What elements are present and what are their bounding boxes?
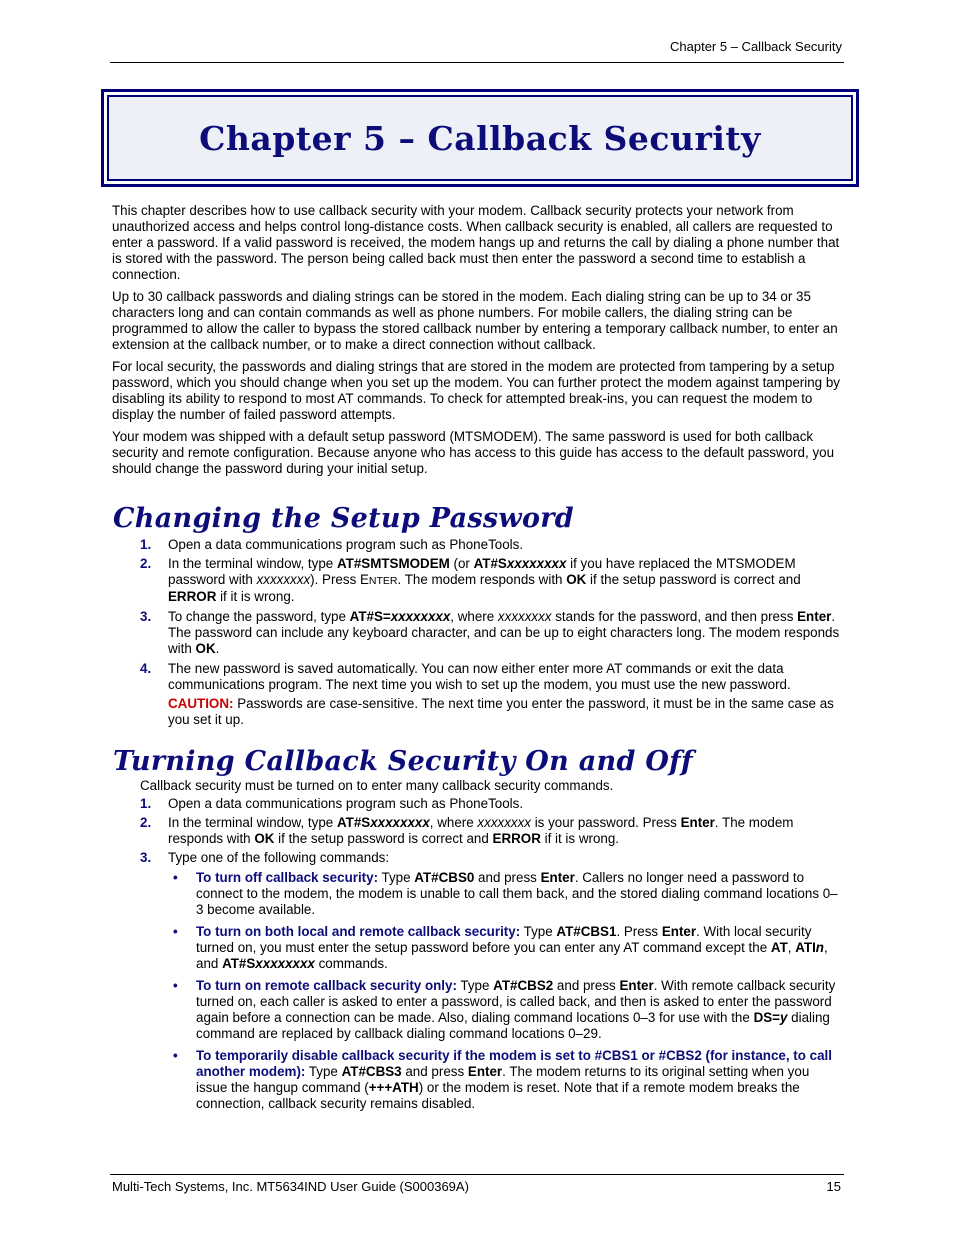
step [112,661,842,728]
caution-label: CAUTION: [168,696,234,711]
command-bullet-list [112,870,842,1112]
intro-paragraph-1: This chapter describes how to use callback security with your modem. Callback security protects your network from unauthorized access and helps control long-distance costs. When callback security is enabled, all callers are requested to enter a password. If a valid password is received, the modem hangs up and returns the call by dialing a phone number that is stored with the password. The person being called back must then enter the password a second time to establish a connection. [112,203,840,282]
bullet-icon: • [173,870,178,885]
step [112,850,842,866]
step-number: 3. [140,850,152,865]
running-head: Chapter 5 – Callback Security [670,39,842,54]
bullet-icon: • [173,978,178,993]
step-number: 3. [140,609,152,624]
step-text: Open a data communications program such as PhoneTools. [168,796,524,811]
callback-on-off-body [112,778,842,1118]
footer-rule [110,1174,844,1175]
step-number: 4. [140,661,152,676]
chapter-title: Chapter 5 – Callback Security [199,118,761,158]
caution-text: Passwords are case-sensitive. The next time you enter the password, it must be in the same case as you set it up. [168,696,834,727]
step [112,556,842,605]
step-text: In the terminal window, type AT#SMTSMODEM (or AT#Sxxxxxxxx if you have replaced the MTSMODEM password with xxxxxxxx). Press ENTER. The modem responds with OK if the setup password is correct and ERROR if it is wrong. [168,556,801,604]
page-number: 15 [826,1179,841,1194]
header-rule [110,62,844,63]
intro-paragraph-4: Your modem was shipped with a default setup password (MTSMODEM). The same password is used for both callback security and remote configuration. Because anyone who has access to this guide has access to the default password, you should change the password during your initial setup. [112,429,835,476]
caution-note [168,696,842,728]
intro-paragraph-3: For local security, the passwords and dialing strings that are stored in the modem are protected from tampering by a setup password, which you should change when you set up the modem. You can further protect the modem against tampering by disabling its ability to respond to most AT commands. To check for attempted break-ins, you can request the modem to display the number of failed password attempts. [112,359,840,422]
chapter-title-box [101,89,859,187]
intro-paragraph-2: Up to 30 callback passwords and dialing strings can be stored in the modem. Each dialing string can be up to 34 or 35 characters long and can contain commands as well as phone numbers. For mobile callers, the dialing string can be programmed to allow the caller to bypass the stored callback number by entering a temporary callback number, to enter an extension at the callback number, or to make a direct connection without callback. [112,289,838,352]
section-intro: Callback security must be turned on to enter many callback security commands. [140,778,614,793]
step [112,537,842,553]
list-item: • To turn on both local and remote callback security: Type AT#CBS1. Press Enter. With local security turned on, you must enter the setup password before you can enter any AT command except the AT, ATIn, and AT#Sxxxxxxxx commands. [173,924,828,971]
step-text: The new password is saved automatically. You can now either enter more AT commands or exit the data communications program. The next time you wish to set up the modem, you must use the new password. [168,661,791,692]
step-text: In the terminal window, type AT#Sxxxxxxxx, where xxxxxxxx is your password. Press Enter. The modem responds with OK if the setup password is correct and ERROR if it is wrong. [168,815,794,846]
list-item: • To temporarily disable callback security if the modem is set to #CBS1 or #CBS2 (for instance, to call another modem): Type AT#CBS3 and press Enter. The modem returns to its original setting when you issue the hangup command (+++ATH) or the modem is reset. Note that if a remote modem breaks the connection, callback security remains disabled. [173,1048,832,1111]
step-text: Open a data communications program such as PhoneTools. [168,537,524,552]
chapter-title-inner [107,95,853,181]
section-heading-callback-on-off: Turning Callback Security On and Off [113,746,693,777]
step-number: 2. [140,815,152,830]
step [112,815,842,847]
step-number: 1. [140,537,152,552]
list-item: • To turn off callback security: Type AT#CBS0 and press Enter. Callers no longer need a password to connect to the modem, the modem is unable to call them back, and the stored dialing command locations 0–3 become available. [173,870,838,917]
footer-title: Multi-Tech Systems, Inc. MT5634IND User Guide (S000369A) [112,1179,469,1194]
step-number: 2. [140,556,152,571]
step-text: Type one of the following commands: [168,850,390,865]
step-number: 1. [140,796,152,811]
bullet-icon: • [173,1048,178,1063]
intro-text [112,203,842,483]
section-heading-setup-password: Changing the Setup Password [113,503,574,534]
step-text: To change the password, type AT#S=xxxxxxxx, where xxxxxxxx stands for the password, and then press Enter. The password can include any keyboard character, and can be up to eight characters long. The modem responds with OK. [168,609,840,656]
step [112,796,842,812]
list-item: • To turn on remote callback security only: Type AT#CBS2 and press Enter. With remote callback security turned on, each caller is asked to enter a password, is called back, and then is asked to enter the password again before a connection can be made. Also, dialing command locations 0–3 for use with the DS=y dialing command are replaced by callback dialing command locations 0–29. [173,978,836,1041]
step [112,609,842,657]
setup-password-steps [112,537,842,731]
bullet-icon: • [173,924,178,939]
